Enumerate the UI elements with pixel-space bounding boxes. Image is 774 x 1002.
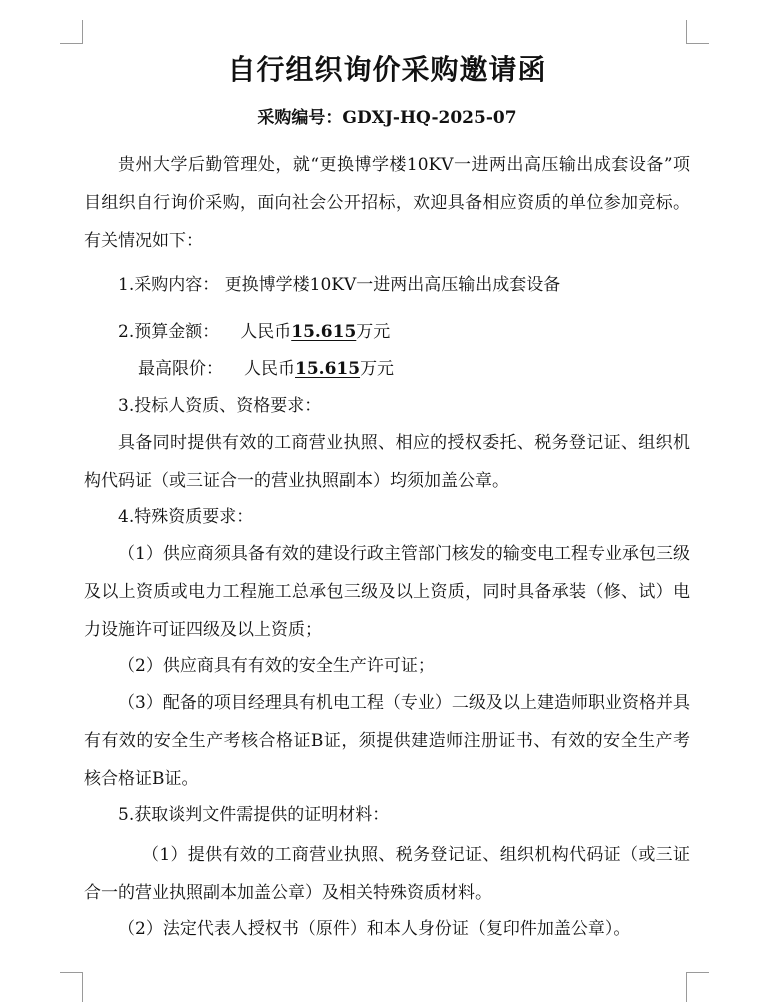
- intro-paragraph: 贵州大学后勤管理处，就“更换博学楼10KV一进两出高压输出成套设备”项目组织自行询价采购，面向社会公开招标，欢迎具备相应资质的单位参加竞标。有关情况如下：: [84, 155, 690, 251]
- max-price-label: 最高限价：: [138, 359, 223, 379]
- item-qualification-label: 3.投标人资质、资格要求：: [118, 396, 322, 416]
- item-qualification-text: 具备同时提供有效的工商营业执照、相应的授权委托、税务登记证、组织机构代码证（或三证合一的营业执照副本）均须加盖公章。: [84, 433, 690, 491]
- item1-label: 1.采购内容：: [118, 275, 220, 295]
- budget-unit: 万元: [356, 322, 391, 342]
- budget-label: 2.预算金额：: [118, 322, 220, 342]
- max-price-unit: 万元: [360, 359, 395, 379]
- documents-item-2: （2）法定代表人授权书（原件）和本人身份证（复印件加盖公章）。: [118, 919, 631, 939]
- item-special-qualification-label: 4.特殊资质要求：: [118, 507, 254, 527]
- max-price-amount: 15.615: [295, 359, 361, 379]
- item-procurement-content: [84, 266, 690, 304]
- crop-mark-top-right: [686, 20, 709, 44]
- crop-mark-bottom-left: [60, 972, 83, 1002]
- item-max-price: [84, 350, 690, 388]
- documents-item-1: （1）提供有效的工商营业执照、税务登记证、组织机构代码证（或三证合一的营业执照副本加盖公章）及相关特殊资质材料。: [84, 845, 690, 903]
- item1-value: 更换博学楼10KV一进两出高压输出成套设备: [224, 275, 561, 295]
- crop-mark-top-left: [60, 20, 83, 44]
- budget-amount: 15.615: [291, 322, 357, 342]
- document-title: 自行组织询价采购邀请函: [227, 53, 547, 86]
- item-budget: [84, 313, 690, 351]
- item-documents-label: 5.获取谈判文件需提供的证明材料：: [118, 805, 390, 825]
- budget-currency: 人民币: [240, 322, 292, 342]
- crop-mark-bottom-right: [686, 972, 709, 1002]
- procurement-code: 采购编号：GDXJ-HQ-2025-07: [257, 108, 517, 128]
- special-qualification-1: （1）供应商须具备有效的建设行政主管部门核发的输变电工程专业承包三级及以上资质或电力工程施工总承包三级及以上资质，同时具备承装（修、试）电力设施许可证四级及以上资质；: [84, 544, 690, 640]
- special-qualification-3: （3）配备的项目经理具有机电工程（专业）二级及以上建造师职业资格并具有有效的安全生产考核合格证B证，须提供建造师注册证书、有效的安全生产考核合格证B证。: [84, 693, 690, 789]
- special-qualification-2: （2）供应商具有有效的安全生产许可证；: [118, 656, 435, 676]
- max-price-currency: 人民币: [244, 359, 295, 379]
